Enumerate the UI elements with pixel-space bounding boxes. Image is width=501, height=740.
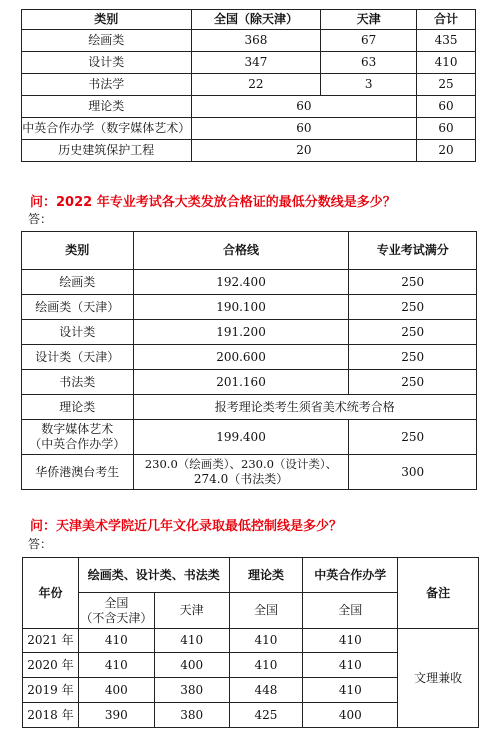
cell: 理论类 — [22, 395, 134, 420]
header-category: 类别 — [22, 232, 134, 270]
cell: 199.400 — [133, 420, 349, 455]
table-row — [22, 395, 477, 420]
cell-line: 274.0（书法类） — [193, 471, 289, 486]
cell: 25 — [417, 74, 476, 96]
cell: 3 — [321, 74, 417, 96]
cell: 380 — [154, 678, 229, 703]
cell: 201.160 — [133, 370, 349, 395]
cell: 绘画类 — [22, 270, 134, 295]
table-header-row — [22, 232, 477, 270]
answer-label-1: 答： — [28, 212, 53, 226]
table-row — [22, 118, 476, 140]
cultural-score-table — [22, 557, 479, 728]
cell-line: 数字媒体艺术 — [41, 422, 114, 436]
cell: 历史建筑保护工程 — [22, 140, 192, 162]
cell: 250 — [349, 420, 477, 455]
table-row — [22, 320, 477, 345]
table-header-row — [22, 10, 476, 30]
cell: 书法类 — [22, 370, 134, 395]
cell: 250 — [349, 320, 477, 345]
header-tianjin: 天津 — [321, 10, 417, 30]
cell: 67 — [321, 30, 417, 52]
cell: 250 — [349, 295, 477, 320]
cell: 300 — [349, 455, 477, 490]
header-note: 备注 — [398, 558, 479, 629]
cell: 200.600 — [133, 345, 349, 370]
cell: 448 — [229, 678, 303, 703]
passing-score-table — [21, 231, 477, 490]
cell: 425 — [229, 703, 303, 728]
cell-line: 230.0（绘画类）、230.0（设计类）、 — [144, 457, 338, 472]
cell: 400 — [78, 678, 154, 703]
cell: 390 — [78, 703, 154, 728]
subheader-national — [78, 593, 154, 629]
cell: 410 — [303, 678, 398, 703]
cell: 380 — [154, 703, 229, 728]
table-row — [22, 420, 477, 455]
cell: 理论类 — [22, 96, 192, 118]
table-row — [22, 96, 476, 118]
cell: 190.100 — [133, 295, 349, 320]
table-row — [22, 295, 477, 320]
table-row — [22, 74, 476, 96]
cell: 2020 年 — [23, 653, 79, 678]
cell: 400 — [154, 653, 229, 678]
cell: 报考理论类考生须省美术统考合格 — [133, 395, 476, 420]
cell: 347 — [191, 52, 321, 74]
cell: 410 — [417, 52, 476, 74]
cell: 20 — [417, 140, 476, 162]
header-total: 合计 — [417, 10, 476, 30]
header-coop: 中英合作办学 — [303, 558, 398, 593]
cell: 2019 年 — [23, 678, 79, 703]
cell: 410 — [229, 653, 303, 678]
cell: 20 — [191, 140, 416, 162]
cell: 410 — [78, 629, 154, 653]
cell: 192.400 — [133, 270, 349, 295]
cell: 2021 年 — [23, 629, 79, 653]
cell — [22, 420, 134, 455]
cell: 63 — [321, 52, 417, 74]
subheader-tianjin: 天津 — [154, 593, 229, 629]
cell: 410 — [229, 629, 303, 653]
cell: 2018 年 — [23, 703, 79, 728]
header-passing-line: 合格线 — [133, 232, 349, 270]
header-category: 类别 — [22, 10, 192, 30]
cell: 400 — [303, 703, 398, 728]
cell: 410 — [78, 653, 154, 678]
header-national: 全国（除天津） — [191, 10, 321, 30]
table-row — [22, 52, 476, 74]
table-row — [22, 370, 477, 395]
cell: 设计类（天津） — [22, 345, 134, 370]
cell: 60 — [417, 96, 476, 118]
cell: 410 — [154, 629, 229, 653]
cell: 60 — [191, 118, 416, 140]
table-row — [23, 629, 479, 653]
cell: 设计类 — [22, 320, 134, 345]
cell: 绘画类（天津） — [22, 295, 134, 320]
subheader-theory-national: 全国 — [229, 593, 303, 629]
table-row — [22, 30, 476, 52]
table-row — [22, 270, 477, 295]
subheader-coop-national: 全国 — [303, 593, 398, 629]
cell: 绘画类 — [22, 30, 192, 52]
table-row — [22, 140, 476, 162]
cell: 书法学 — [22, 74, 192, 96]
cell: 250 — [349, 270, 477, 295]
cell: 410 — [303, 653, 398, 678]
answer-label-2: 答： — [28, 537, 53, 551]
cell: 60 — [417, 118, 476, 140]
cell-line: （中英合作办学） — [29, 437, 126, 451]
cell: 设计类 — [22, 52, 192, 74]
question-2: 问：天津美术学院近几年文化录取最低控制线是多少？ — [30, 519, 343, 534]
cell: 250 — [349, 345, 477, 370]
cell: 410 — [303, 629, 398, 653]
cell: 250 — [349, 370, 477, 395]
question-1: 问：2022 年专业考试各大类发放合格证的最低分数线是多少？ — [30, 195, 396, 210]
cell: 191.200 — [133, 320, 349, 345]
cell: 华侨港澳台考生 — [22, 455, 134, 490]
cell: 中英合作办学（数字媒体艺术） — [22, 118, 192, 140]
quota-table — [21, 9, 476, 162]
header-full-score: 专业考试满分 — [349, 232, 477, 270]
table-row — [22, 455, 477, 490]
header-art-design-calligraphy: 绘画类、设计类、书法类 — [78, 558, 229, 593]
cell: 435 — [417, 30, 476, 52]
note-cell: 文理兼收 — [398, 629, 479, 728]
table-row — [22, 345, 477, 370]
cell: 368 — [191, 30, 321, 52]
table-header-row — [23, 558, 479, 593]
cell-line: 全国 — [104, 595, 129, 610]
cell: 60 — [191, 96, 416, 118]
header-theory: 理论类 — [229, 558, 303, 593]
cell-line: （不含天津） — [80, 610, 153, 625]
cell — [133, 455, 349, 490]
header-year: 年份 — [23, 558, 79, 629]
cell: 22 — [191, 74, 321, 96]
